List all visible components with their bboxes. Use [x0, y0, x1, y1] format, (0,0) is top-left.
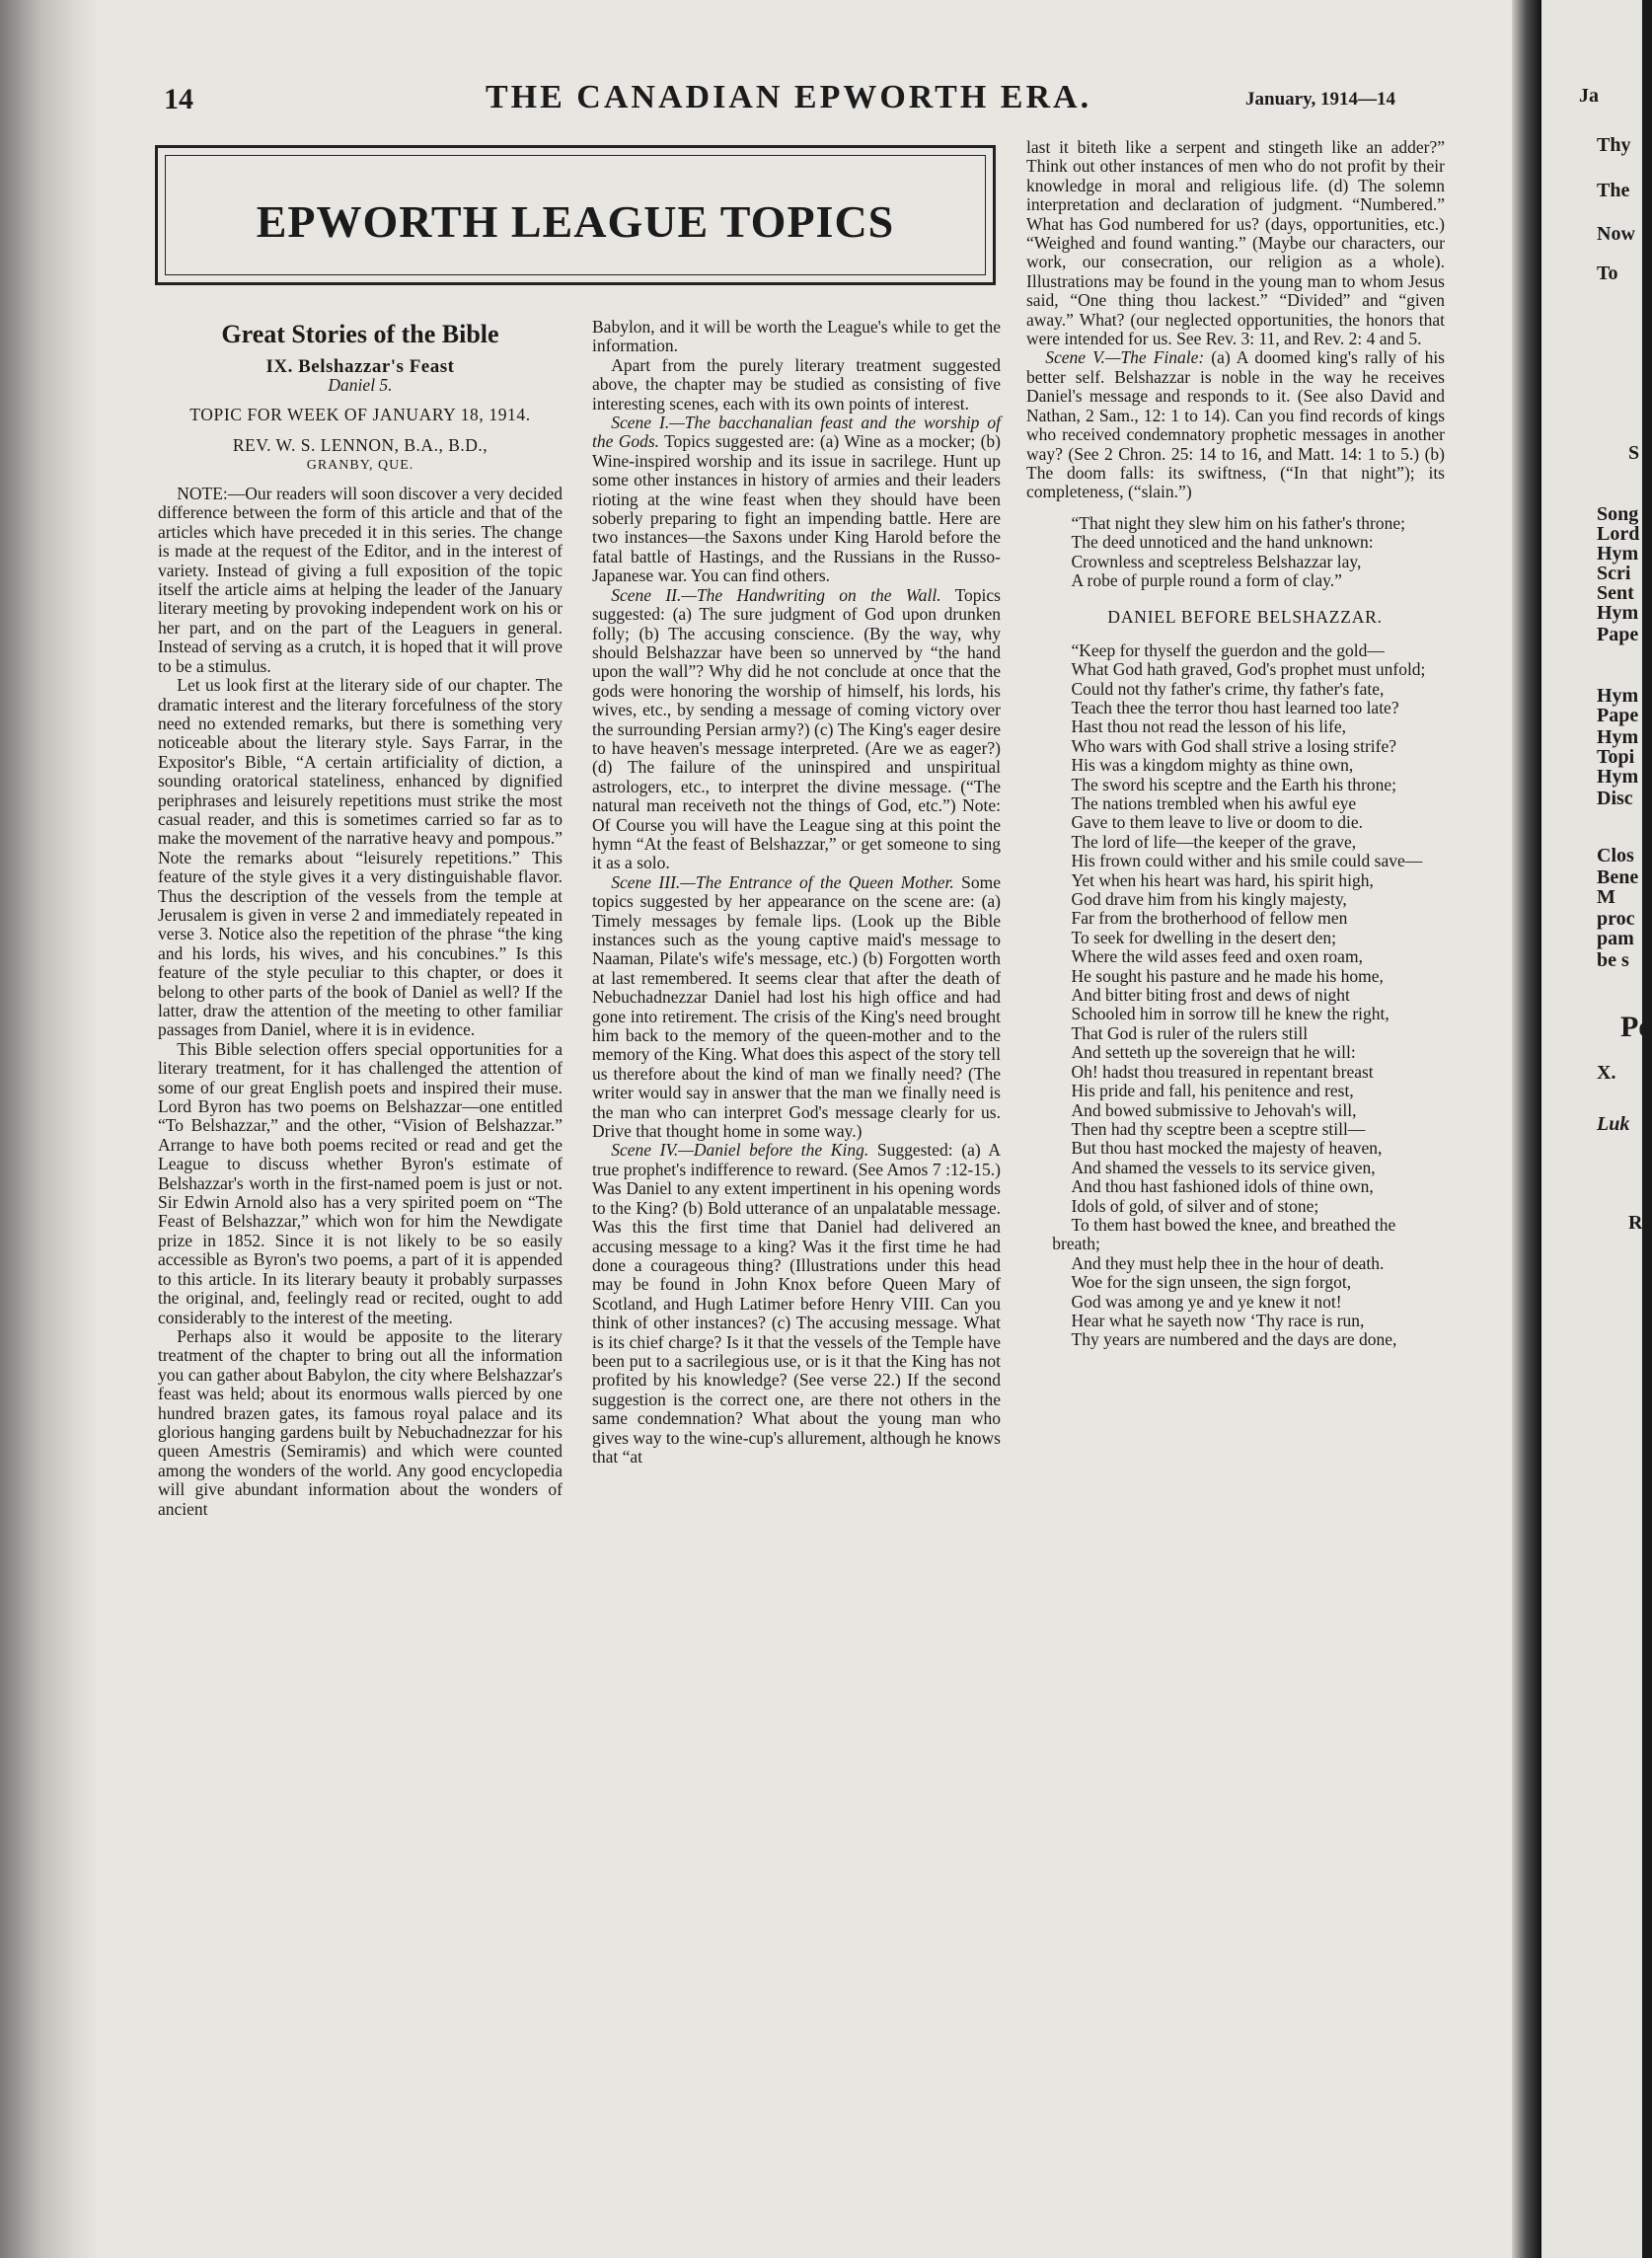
scene-5-text: (a) A doomed king's rally of his better self. Belshazzar is noble in the way he receives Daniel's message and responds to it. (See also David and Nathan, 2 Sam., 12: 1 to 14). Can you find records of kings who received condemnatory prophetic messages in another way? (See 2 Chron. 25: 14 to 16, and Matt. 14: 1 to 5.) (b) The doom falls: its swiftness, (“In that night”); its completeness, (“slain.”)	[1026, 347, 1445, 502]
poem-line: Yet when his heart was hard, his spirit high,	[1071, 869, 1374, 890]
poem-line: Hear what he sayeth now ‘Thy race is run,	[1071, 1310, 1365, 1330]
adjacent-page-fragment: Disc	[1597, 788, 1633, 809]
adjacent-page-fragment: Bene	[1597, 866, 1639, 888]
verse-line: Crownless and sceptreless Belshazzar lay,	[1071, 551, 1362, 571]
poem-line: Gave to them leave to live or doom to die.	[1071, 812, 1363, 833]
poem-line: God was among ye and ye knew it not!	[1071, 1291, 1342, 1312]
adjacent-page-fragment: Pape	[1597, 705, 1639, 726]
poem-line: The nations trembled when his awful eye	[1071, 793, 1357, 813]
column-3	[1026, 138, 1445, 1350]
scene-1	[592, 414, 1001, 586]
adjacent-page-fragment: Sent	[1597, 582, 1634, 604]
byron-stanza	[1026, 514, 1445, 591]
poem-line: He sought his pasture and he made his home,	[1071, 965, 1384, 986]
adjacent-page-fragment: proc	[1597, 908, 1635, 930]
section-title-inner-border	[165, 155, 986, 275]
poem-line: Oh! hadst thou treasured in repentant breast	[1071, 1061, 1374, 1082]
poem-line: God drave him from his kingly majesty,	[1071, 889, 1347, 910]
poem-line: Idols of gold, of silver and of stone;	[1071, 1195, 1319, 1216]
adjacent-page-fragment: To	[1597, 263, 1618, 284]
scene-4-heading: Scene IV.—Daniel before the King.	[611, 1140, 869, 1161]
scene-2-text: Topics suggested: (a) The sure judgment of God upon drunken folly; (b) The accusing conscience. (By the way, why should Belshazzar have been so unnerved by “the hand upon the wall”? Why did he not conclude at once that the gods were honoring the worship of himself, his lords, his wives, etc., by sending a message of coming victory over the surrounding Persian army?) (c) The King's eager desire to have heaven's message interpreted. (Are we as eager?) (d) The failure of the uninspired and unspiritual astrologers, etc., to interpret the divine message. (“The natural man receiveth not the things of God, etc.”) Note: Of Course you will have the League sing at this point the hymn “At the feast of Belshazzar,” or get someone to sing it as a solo.	[592, 584, 1001, 873]
adjacent-page-fragment: Topi	[1597, 746, 1635, 768]
section-title-box	[155, 145, 996, 285]
adjacent-page-fragment: Thy	[1597, 134, 1631, 156]
adjacent-page-fragment: Hym	[1597, 602, 1639, 624]
poem-line: His pride and fall, his penitence and rest,	[1071, 1081, 1354, 1101]
poem-line: Could not thy father's crime, thy father's fate,	[1071, 678, 1385, 699]
adjacent-page-fragment: R	[1628, 1212, 1643, 1234]
scene-3-text: Some topics suggested by her appearance on the scene are: (a) Timely messages by female lips. (Look up the Bible instances such as the young captive maid's message to Naaman, Pilate's wife's message, etc.) (b) Forgotten worth at last remembered. It seems clear that after the death of Nebuchadnezzar Daniel had lost his high office and had gone into retirement. The crisis of the King's need brought him back to the memory of the queen-mother and to the memory of the King. What does this aspect of the story tell us therefore about the kind of man we finally need? (The writer would say in answer that the man we finally need is the man who can interpret God's message clearly for us. Drive that thought home in some way.)	[592, 871, 1001, 1142]
adjacent-page-fragment: S	[1628, 442, 1640, 464]
paragraph-babylon: Perhaps also it would be apposite to the literary treatment of the chapter to bring out all the information you can gather about Babylon, the city where Belshazzar's feast was held; about its enormous walls pierced by one hundred brazen gates, its famous royal palace and its glorious hanging gardens built by Nebuchadnezzar for his queen Amestris (Semiramis) and which were counted among the wonders of the world. Any good encyclopedia will give abundant information about the wonders of ancient	[158, 1325, 563, 1519]
adjacent-page-fragment: Hym	[1597, 543, 1639, 564]
adjacent-page-fragment: The	[1597, 180, 1630, 201]
note-text: Our readers will soon discover a very decided difference between the form of this article and that of the articles which have preceded it in this series. The change is made at the request of the Editor, and in the interest of variety. Instead of giving a full exposition of the topic itself the article aims at helping the leader of the January literary meeting by provoking independent work on his or her part, and on the part of the Leaguers in general. Instead of serving as a crutch, it is hoped that it will prove to be a stimulus.	[158, 484, 563, 676]
adjacent-page-fragment: Song	[1597, 503, 1639, 525]
scene-3	[592, 873, 1001, 1142]
poem-line: Schooled him in sorrow till he knew the right,	[1071, 1004, 1389, 1024]
adjacent-page-fragment: Clos	[1597, 845, 1634, 866]
adjacent-page-fragment: pam	[1597, 928, 1634, 949]
column-1	[158, 320, 563, 1519]
poem-line: Then had thy sceptre been a sceptre still—	[1071, 1118, 1366, 1139]
scene-2	[592, 586, 1001, 873]
scene-4-text: Suggested: (a) A true prophet's indifference to reward. (See Amos 7 :12-15.) Was Daniel to any extent impertinent in his opening words to the King? (b) Bold utterance of an unpalatable message. Was this the first time that Daniel had delivered an accusing message to a king? Was it the first time he had done a courageous thing? (Illustrations under this head may be found in John Knox before Queen Mary of Scotland, and Hugh Latimer before Henry VIII. Can you think of other instances? (c) The accusing message. What is its chief charge? Is it that the vessels of the Temple have been put to a sacrilegious use, or is it that the King has not profited by his knowledge? (See verse 22.) If the second suggestion is the correct one, are there not others in the same condemnation? What about the young man who gives way to the wine-cup's allurement, although he knows that “at	[592, 1140, 1001, 1467]
poem-line: Teach thee the terror thou hast learned too late?	[1071, 697, 1399, 717]
scene-5-heading: Scene V.—The Finale:	[1045, 347, 1205, 368]
poem-line: But thou hast mocked the majesty of heaven,	[1071, 1138, 1383, 1159]
paragraph-continued: Babylon, and it will be worth the League's while to get the information.	[592, 317, 1001, 356]
page-number: 14	[164, 83, 193, 115]
verse-line: The deed unnoticed and the hand unknown:	[1071, 532, 1374, 553]
adjacent-page-fragment: Pe	[1620, 1011, 1652, 1043]
poem-line: Hast thou not read the lesson of his life,	[1071, 716, 1346, 737]
adjacent-page-fragment: Ja	[1579, 85, 1599, 107]
poem-line: To seek for dwelling in the desert den;	[1071, 927, 1336, 947]
paragraph-literary-side: Let us look first at the literary side of our chapter. The dramatic interest and the literary forcefulness of the story need no extended remarks, but there is something very noticeable about the literary style. Says Farrar, in the Expositor's Bible, “A certain artificiality of diction, a sounding oratorical stateliness, enhanced by dignified periphrases and leisurely repetitions must strike the most casual reader, and this is sometimes carried so far as to make the movement of the narrative heavy and pompous.” Note the remarks about “leisurely repetitions.” This feature of the style gives it a very distinguishable flavor. Thus the description of the vessels from the temple at Jerusalem is given in verse 2 and immediately repeated in verse 3. Notice also the repetition of the phrase “the king and his lords, his wives, and his concubines.” Is this feature of the style peculiar to this chapter, or does it belong to other parts of the book of Daniel as well? If the latter, draw the attention of the meeting to other familiar passages from Daniel, where it is in evidence.	[158, 675, 563, 1040]
poem-line: His was a kingdom mighty as thine own,	[1071, 755, 1354, 776]
adjacent-page-fragment: Pape	[1597, 624, 1639, 645]
poem-line: Far from the brotherhood of fellow men	[1071, 908, 1348, 929]
poem-line: And bowed submissive to Jehovah's will,	[1071, 1099, 1357, 1120]
poem-line: And shamed the vessels to its service given,	[1071, 1157, 1376, 1177]
column-2	[592, 318, 1001, 1467]
paragraph-five-scenes: Apart from the purely literary treatment suggested above, the chapter may be studied as consisting of five interesting scenes, each with its own points of interest.	[592, 354, 1001, 414]
adjacent-page-fragment: Lord	[1597, 523, 1640, 545]
article-subtitle: IX. Belshazzar's Feast	[265, 356, 455, 377]
adjacent-page-fragment: Hym	[1597, 685, 1639, 707]
author-name: REV. W. S. LENNON, B.A., B.D.,	[232, 435, 488, 456]
note-lead: NOTE:—	[177, 484, 246, 504]
page-binding-shadow	[0, 0, 99, 2258]
adjacent-page-fragment: X.	[1597, 1062, 1616, 1084]
adjacent-page-fragment: Hym	[1597, 766, 1639, 788]
poem-line: And bitter biting frost and dews of night	[1071, 985, 1350, 1006]
poem-title: DANIEL BEFORE BELSHAZZAR.	[1107, 607, 1383, 628]
poem-line: The lord of life—the keeper of the grave,	[1071, 831, 1357, 852]
poem-daniel-before-belshazzar	[1026, 641, 1445, 1350]
section-title: EPWORTH LEAGUE TOPICS	[256, 196, 895, 247]
poem-line: Who wars with God shall strive a losing strife?	[1071, 735, 1397, 756]
poem-line: Where the wild asses feed and oxen roam,	[1071, 946, 1363, 967]
poem-line: What God hath graved, God's prophet must unfold;	[1071, 659, 1426, 680]
poem-line: And thou hast fashioned idols of thine own,	[1071, 1176, 1374, 1197]
page-fold-shadow	[1512, 0, 1541, 2258]
verse-line: A robe of purple round a form of clay.”	[1071, 569, 1342, 590]
adjacent-page-fragment: Hym	[1597, 726, 1639, 748]
poem-line: To them hast bowed the knee, and breathed the breath;	[1052, 1214, 1396, 1254]
poem-line: And setteth up the sovereign that he will:	[1071, 1042, 1356, 1063]
poem-line: That God is ruler of the rulers still	[1071, 1022, 1309, 1043]
adjacent-page-fragment: M	[1597, 886, 1615, 908]
poem-line: His frown could wither and his smile could save—	[1071, 851, 1423, 871]
paragraph-poets: This Bible selection offers special opportunities for a literary treatment, for it has challenged the attention of some of our great English poets and inspired their muse. Lord Byron has two poems on Belshazzar—one entitled “To Belshazzar,” and the other, “Vision of Belshazzar.” Arrange to have both poems recited or read and get the League to discuss whether Byron's estimate of Belshazzar's worth in the first-named poem is just or not. Sir Edwin Arnold also has a very spirited poem on “The Feast of Belshazzar,” which won for him the Newdigate prize in 1852. Since it is not likely to be so easily accessible as Byron's two poems, a part of it is appended to this article. In its literary beauty it probably surpasses the original, and, feelingly read or recited, ought to add considerably to the interest of the meeting.	[158, 1038, 563, 1327]
editor-note	[158, 485, 563, 676]
scene-3-heading: Scene III.—The Entrance of the Queen Mother.	[611, 871, 954, 892]
scripture-reference: Daniel 5.	[328, 375, 393, 396]
poem-line: Thy years are numbered and the days are done,	[1071, 1329, 1397, 1350]
poem-line: And they must help thee in the hour of death.	[1071, 1252, 1385, 1273]
author-location: GRANBY, QUE.	[306, 457, 414, 473]
adjacent-page-fragment: Now	[1597, 223, 1635, 245]
header-date: January, 1914—14	[1245, 89, 1396, 110]
article-title: Great Stories of the Bible	[221, 320, 499, 348]
poem-line: The sword his sceptre and the Earth his throne;	[1071, 774, 1396, 794]
paragraph-continued: last it biteth like a serpent and stingeth like an adder?” Think out other instances of men who do not profit by their knowledge in moral and religious life. (d) The solemn interpretation and declaration of judgment. “Numbered.” What has God numbered for us? (days, opportunities, etc.) “Weighed and found wanting.” (Maybe our characters, our work, our consecration, our religion as a whole). Illustrations may be found in the young man to whom Jesus said, “One thing thou lackest.” “Divided” and “given away.” What? (our neglected opportunities, the honors that were intended for us. See Rev. 3: 11, and Rev. 2: 4 and 5.	[1026, 137, 1445, 349]
topic-line: TOPIC FOR WEEK OF JANUARY 18, 1914.	[189, 404, 531, 424]
scene-1-text: Topics suggested are: (a) Wine as a mocker; (b) Wine-inspired worship and its issue in sacrilege. Hunt up some other instances in history of armies and their leaders rioting at the wine feast when they should have been soberly preparing to fight an impending battle. Here are two instances—the Saxons under King Harold before the fatal battle of Hastings, and the Russians in the Russo-Japanese war. You can find others.	[592, 431, 1001, 586]
scene-5	[1026, 348, 1445, 501]
adjacent-page-fragment: Luk	[1597, 1113, 1630, 1135]
scene-4	[592, 1141, 1001, 1467]
adjacent-page-edge	[1541, 0, 1652, 2258]
verse-line: “That night they slew him on his father's throne;	[1071, 512, 1405, 533]
adjacent-page-fragment: be s	[1597, 949, 1629, 971]
poem-line: “Keep for thyself the guerdon and the gold—	[1071, 640, 1385, 660]
poem-line: Woe for the sign unseen, the sign forgot,	[1071, 1272, 1352, 1293]
adjacent-page-fragment: Scri	[1597, 563, 1631, 584]
scene-1-heading: Scene I.—The bacchanalian feast and the worship of the Gods.	[592, 413, 1001, 452]
masthead: THE CANADIAN EPWORTH ERA.	[486, 79, 1092, 115]
scene-2-heading: Scene II.—The Handwriting on the Wall.	[611, 584, 941, 605]
